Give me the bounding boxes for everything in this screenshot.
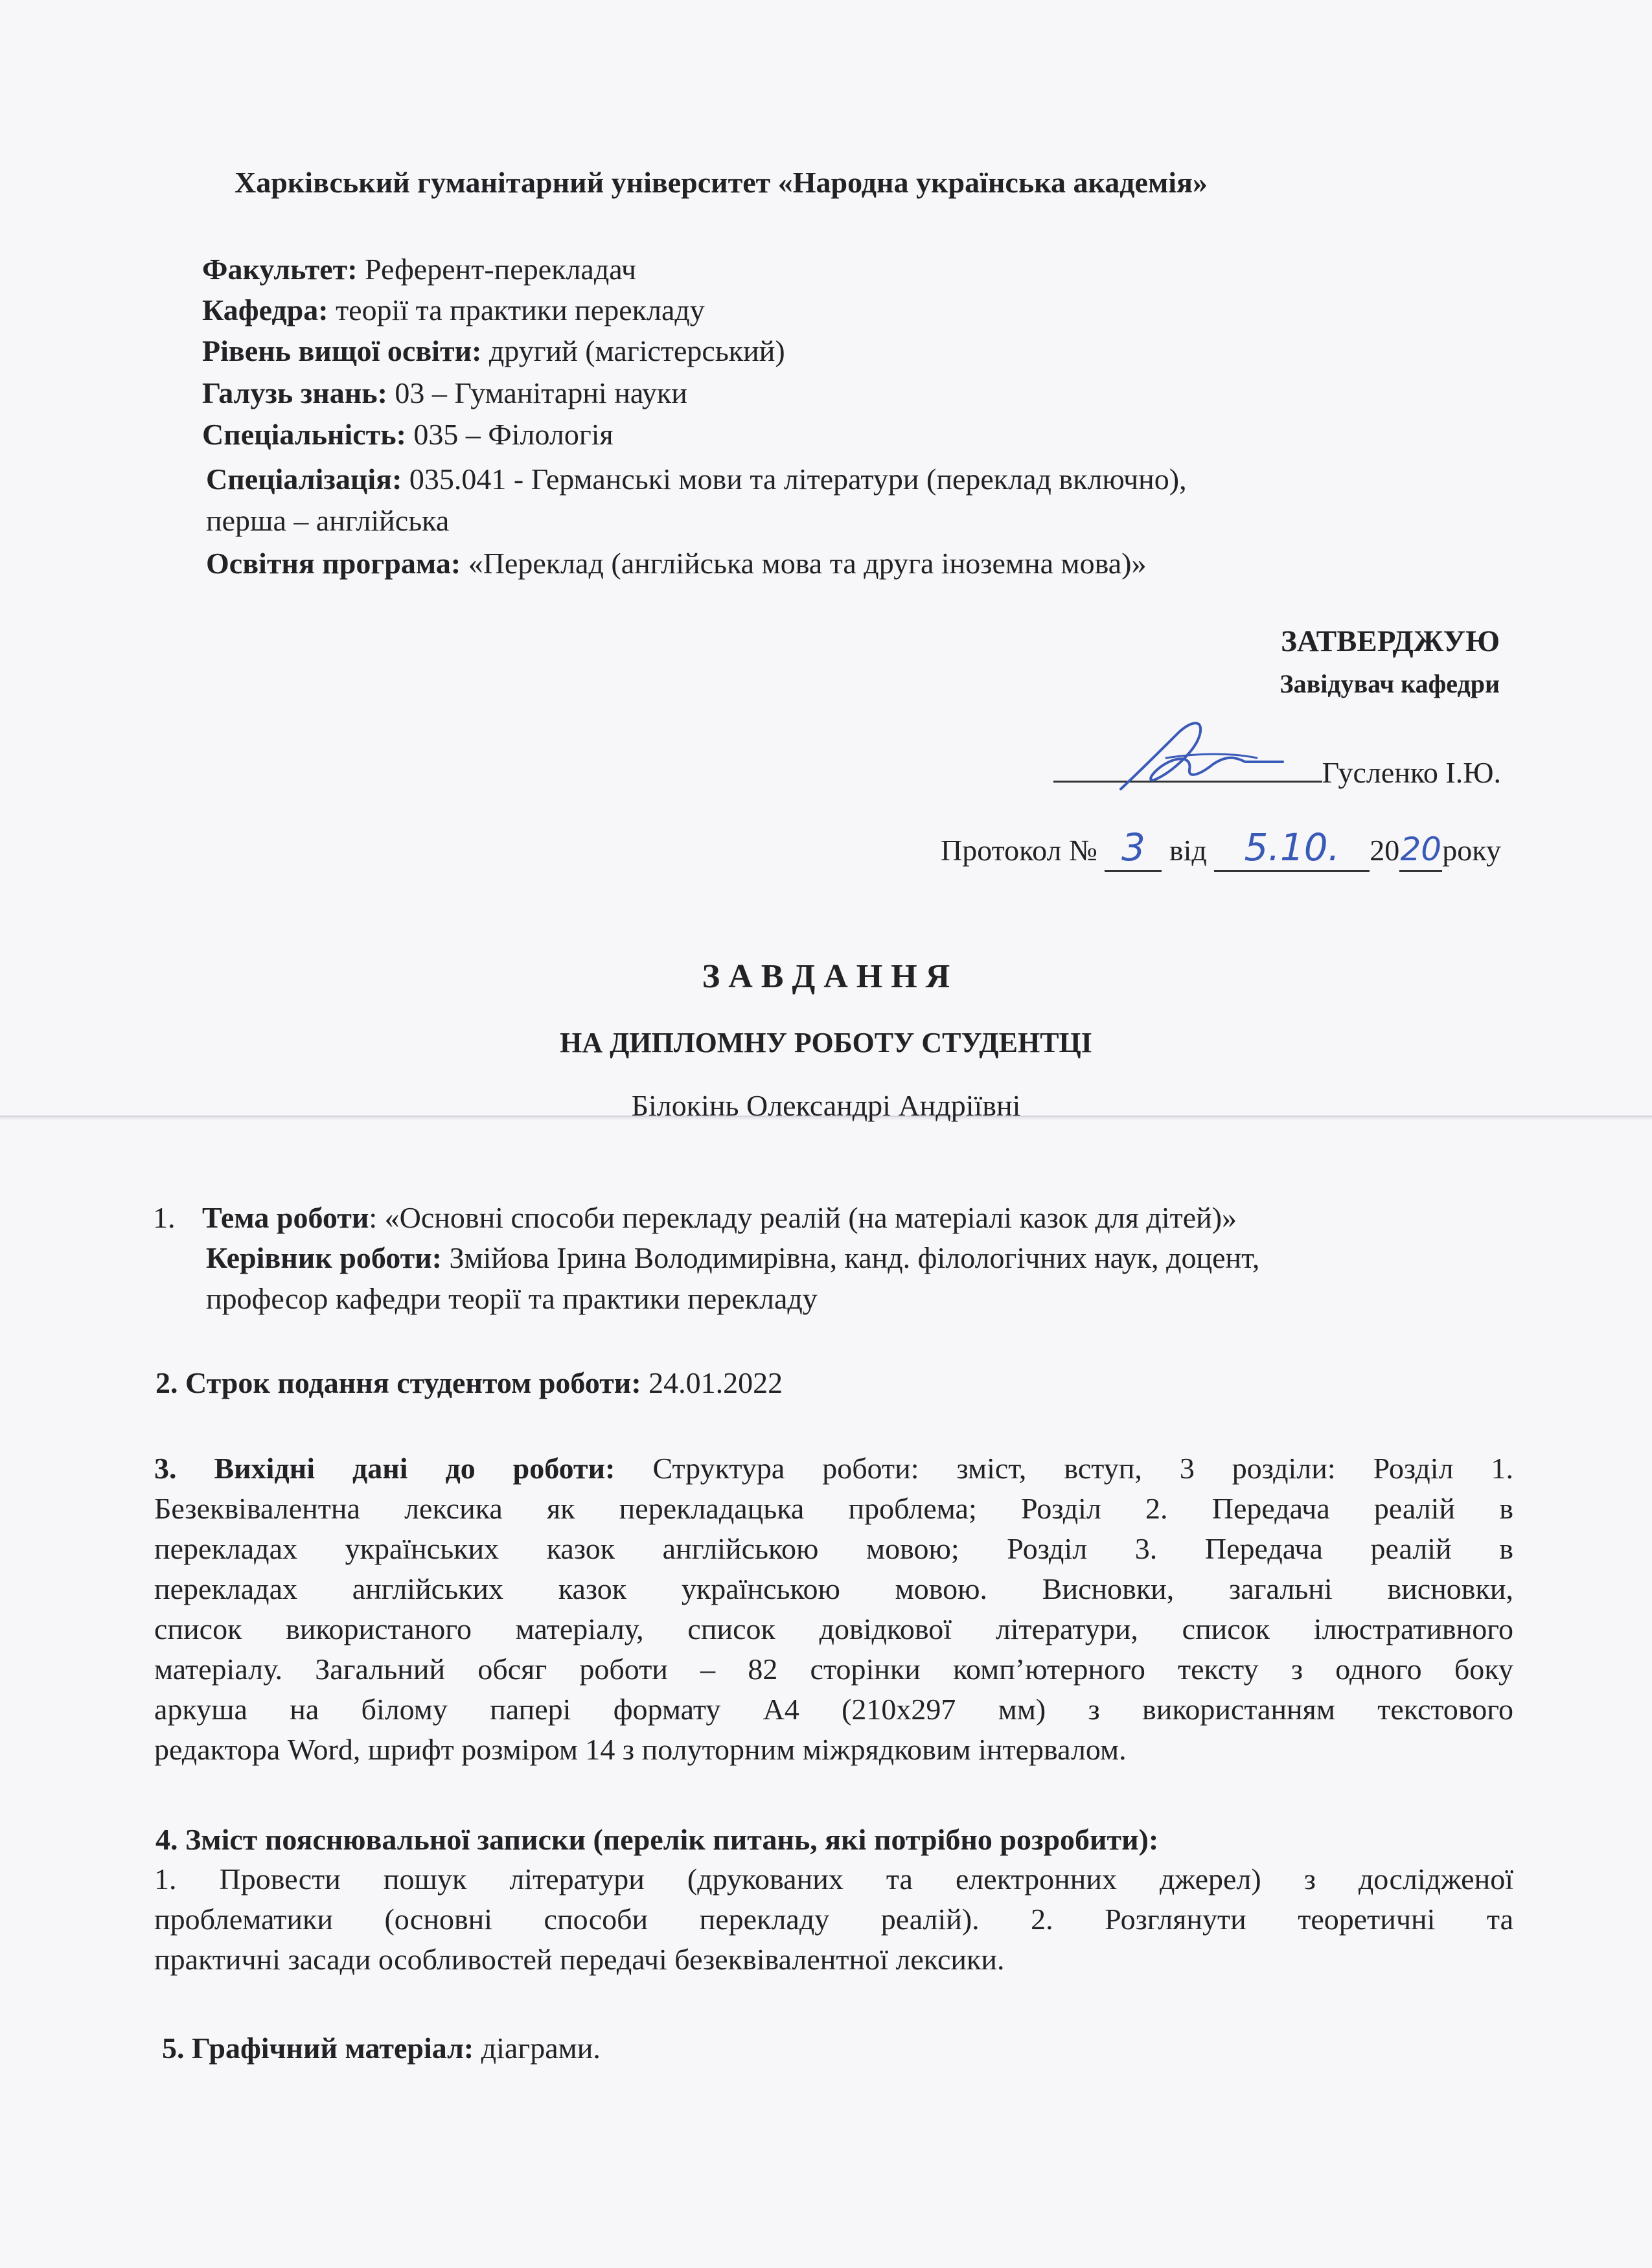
university-name: Харківський гуманітарний університет «Народна українська академія» <box>235 166 1208 199</box>
department-value: теорії та практики перекладу <box>328 293 705 326</box>
item-3-line-2: Безеквівалентна лексика як перекладацька проблема; Розділ 2. Передача реалій в <box>154 1492 1513 1525</box>
from-label: від <box>1169 834 1207 867</box>
department-label: Кафедра: <box>202 293 328 326</box>
item-1-supervisor-label: Керівник роботи: <box>206 1241 442 1274</box>
item-4-line-1: 1. Провести пошук літератури (друкованих та електронних джерел) з дослідженої <box>154 1862 1513 1896</box>
head-name: Гусленко І.Ю. <box>1322 756 1501 789</box>
protocol-label: Протокол № <box>941 834 1097 867</box>
date-handwritten: 5.10. <box>1244 825 1340 869</box>
program-line <box>206 544 1146 583</box>
year-suffix: року <box>1442 834 1501 867</box>
protocol-number: 3 <box>1121 825 1145 869</box>
item-1-supervisor-continuation: професор кафедри теорії та практики перекладу <box>206 1282 818 1315</box>
task-subtitle: НА ДИПЛОМНУ РОБОТУ СТУДЕНТЦІ <box>560 1027 1092 1059</box>
item-3-label: 3. Вихідні дані до роботи: <box>154 1452 615 1485</box>
specialty-label: Спеціальність: <box>202 418 406 451</box>
item-5-label: 5. Графічний матеріал: <box>162 2032 474 2065</box>
year-field <box>1399 831 1442 872</box>
item-3-line-6: матеріалу. Загальний обсяг роботи – 82 сторінки комп’ютерного тексту з одного боку <box>154 1653 1513 1686</box>
item-5-value: діаграми. <box>474 2032 601 2065</box>
program-value: «Переклад (англійська мова та друга іноземна мова)» <box>461 547 1147 580</box>
approve-heading: ЗАТВЕРДЖУЮ <box>1281 624 1500 658</box>
faculty-label: Факультет: <box>202 253 358 286</box>
item-3-line-4: перекладах англійських казок українською мовою. Висновки, загальні висновки, <box>154 1572 1513 1605</box>
field-line <box>202 374 687 413</box>
student-name: Білокінь Олександрі Андріївні <box>631 1089 1021 1122</box>
year-handwritten: 20 <box>1400 830 1442 868</box>
protocol-line <box>777 825 1501 872</box>
signature-scribble <box>1095 713 1289 800</box>
item-5 <box>162 2029 601 2068</box>
year-prefix: 20 <box>1370 834 1400 867</box>
item-1-topic <box>202 1198 1237 1237</box>
field-label: Галузь знань: <box>202 376 387 409</box>
specialization-value: 035.041 - Германські мови та літератури (переклад включно), <box>402 463 1187 496</box>
item-1-number: 1. <box>153 1201 176 1234</box>
specialization-line <box>206 460 1187 499</box>
item-1-label: Тема роботи <box>202 1201 369 1234</box>
faculty-value: Референт-перекладач <box>357 253 636 286</box>
department-line <box>202 291 705 330</box>
specialization-label: Спеціалізація: <box>206 463 402 496</box>
item-4-label: 4. Зміст пояснювальної записки (перелік питань, які потрібно розробити): <box>155 1823 1159 1856</box>
item-3-line-3: перекладах українських казок англійською мовою; Розділ 3. Передача реалій в <box>154 1532 1513 1565</box>
specialty-value: 035 – Філологія <box>406 418 614 451</box>
item-4-line-3: практичні засади особливостей передачі безеквівалентної лексики. <box>154 1943 1005 1976</box>
item-3-line-7: аркуша на білому папері формату А4 (210х297 мм) з використанням текстового <box>154 1693 1513 1726</box>
level-label: Рівень вищої освіти: <box>202 334 482 367</box>
item-3-line-8: редактора Word, шрифт розміром 14 з полуторним міжрядковим інтервалом. <box>154 1733 1127 1766</box>
task-title: З А В Д А Н Н Я <box>702 958 950 995</box>
item-3-line-1-text: Структура роботи: зміст, вступ, 3 розділи: Розділ 1. <box>615 1452 1513 1485</box>
specialty-line <box>202 415 614 454</box>
item-2-label: 2. Строк подання студентом роботи: <box>155 1366 641 1399</box>
date-field <box>1214 825 1370 872</box>
item-1-value: : «Основні способи перекладу реалій (на матеріалі казок для дітей)» <box>369 1201 1237 1234</box>
item-2-value: 24.01.2022 <box>641 1366 783 1399</box>
faculty-line <box>202 250 636 289</box>
item-2 <box>155 1364 783 1403</box>
level-line <box>202 332 785 371</box>
field-value: 03 – Гуманітарні науки <box>387 376 687 409</box>
head-of-department-title: Завідувач кафедри <box>1279 669 1500 698</box>
level-value: другий (магістерський) <box>481 334 785 367</box>
item-1-supervisor <box>206 1239 1259 1277</box>
item-3-line-1 <box>154 1450 1513 1487</box>
item-1-supervisor-value: Змійова Ірина Володимирівна, канд. філологічних наук, доцент, <box>442 1241 1260 1274</box>
item-4-line-2: проблематики (основні способи перекладу реалій). 2. Розглянути теоретичні та <box>154 1903 1513 1936</box>
program-label: Освітня програма: <box>206 547 461 580</box>
protocol-number-field <box>1105 825 1162 872</box>
specialization-continuation: перша – англійська <box>206 504 450 537</box>
item-3-line-5: список використаного матеріалу, список довідкової літератури, список ілюстративного <box>154 1612 1513 1645</box>
